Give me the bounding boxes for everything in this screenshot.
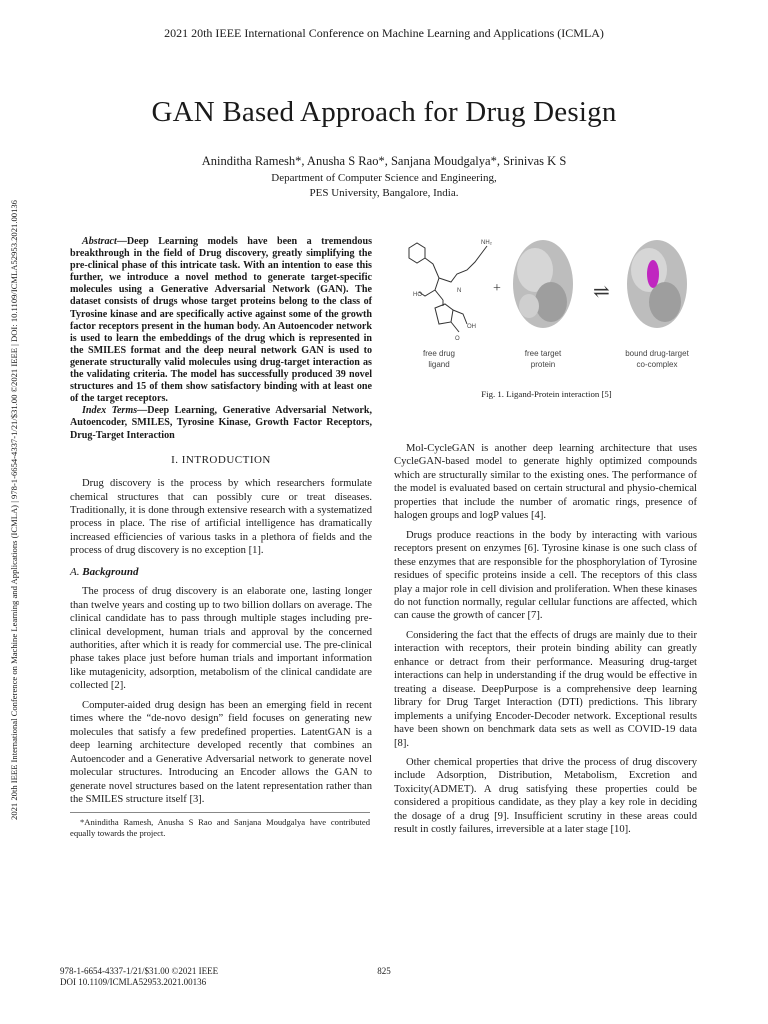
page-number: 825	[377, 966, 391, 976]
protein-label-1: free target	[524, 349, 562, 358]
affiliation-university: PES University, Bangalore, India.	[309, 187, 459, 199]
svg-text:N: N	[457, 288, 462, 294]
abstract-label: Abstract	[82, 236, 117, 247]
tyrosine-kinase-paragraph: Drugs produce reactions in the body by interacting with various receptors present on enzymes [6]. Tyrosine kinase is one such class of these enzymes that are responsible for the phosphorylation of Tyrosine residues of specific proteins inside a cell. The receptors of this class play a major role in cell division and proliferation. When these kinases do not function normally, regular cellular functions are affected, which can cause the growth of cancer [7].	[394, 529, 697, 622]
abstract-text: —Deep Learning models have been a tremendous breakthrough in the field of Drug discovery, greatly simplifying the pre-clinical phase of this intricate task. With an intention to ease this further, we introduce a novel method to generate target-specific molecules using a Generative Adversarial Network (GAN). The dataset consists of drugs whose target proteins belong to the class of Tyrosine kinase and are specifically active against some of the growth factor receptors present in the human body. An Autoencoder network is used to learn the embeddings of the drug which is represented in the SMILES format and the deep neural network GAN is used to generate structurally valid molecules using drug-target interaction as the validating criteria. The model has successfully produced 39 novel structures and 15 of them show satisfactory binding with at least one of the target receptors.	[70, 236, 372, 405]
figure-caption: Fig. 1. Ligand-Protein interaction [5]	[481, 389, 612, 399]
subsection-title: Background	[82, 565, 139, 578]
figure-ligand-protein	[395, 228, 698, 388]
drug-label-1: free drug	[422, 349, 456, 358]
paper-title: GAN Based Approach for Drug Design	[151, 96, 617, 128]
ligand-structure	[409, 243, 487, 332]
complex-structure	[627, 240, 687, 328]
background-paragraph-2: Computer-aided drug design has been an emerging field in recent times where the “de-novo design” field focuses on generating new molecules that satisfy a few predefined properties. LatentGAN is a deep learning architecture developed recently that combines an Autoencoder and a Generative Adversarial network to generate novel molecular structures. Introducing an Encoder allows the GAN to generate novel structures based on the latent representation rather than the SMILES structure itself [3].	[70, 699, 372, 806]
complex-label-1: bound drug-target	[625, 349, 689, 358]
affiliation-department: Department of Computer Science and Engineering,	[271, 172, 497, 184]
protein-label-2: protein	[530, 360, 556, 369]
admet-paragraph: Other chemical properties that drive the process of drug discovery include Adsorption, Distribution, Metabolism, Excretion and Toxicity(ADMET). A drug satisfying these properties could be considered a propitious candidate, as they play a key role in deciding the dosage of a drug [9]. Insufficient scrutiny in these areas could result in costly failures, irreversible at a later stage [10].	[394, 756, 697, 836]
dti-paragraph: Considering the fact that the effects of drugs are mainly due to their interaction with receptors, their protein binding ability can greatly enhance or detract from their performance. Measuring drug-target interactions can help in understanding if the drug would be effective in treating a disease. DeepPurpose is a comprehensive deep learning library for Drug Target Interaction (DTI) predictions. This library implements a unifying Encoder-Decoder network. Exceptional results have been shown on benchmark data sets as well as COVID-19 data [8].	[394, 629, 697, 749]
svg-text:OH: OH	[467, 324, 476, 330]
complex-label-2: co-complex	[636, 360, 678, 369]
index-terms-text: —Deep Learning, Generative Adversarial Network, Autoencoder, SMILES, Tyrosine Kinase, Growth Factor Receptors, Drug-Target Interaction	[70, 405, 372, 441]
figure-illustration	[395, 228, 698, 388]
side-margin-text: 2021 20th IEEE International Conference on Machine Learning and Applications (ICMLA) | 978-1-6654-4337-1/21/$31.00 ©2021 IEEE | DOI: 10.1109/ICMLA52953.2021.00136	[9, 200, 19, 820]
svg-text:HO: HO	[413, 292, 422, 298]
molcyclegan-paragraph: Mol-CycleGAN is another deep learning architecture that uses CycleGAN-based model to generate highly optimized compounds which are structurally similar to the existing ones. The performance of the model is evaluated based on certain structural and physio-chemical properties that include the number of aromatic rings, presence of halogen groups and logP values [4].	[394, 443, 697, 522]
plus-sign: +	[493, 281, 501, 296]
subsection-letter: A.	[70, 565, 80, 578]
intro-paragraph: Drug discovery is the process by which researchers formulate chemical structures that can possibly cure or treat diseases. Traditionally, it is done through extensive research with a systematized process in place. The rise of artificial intelligence has dramatically increased efficiencies of various tasks in a plethora of fields and the process of drug discovery is no exception [1].	[70, 478, 372, 557]
svg-text:O: O	[455, 336, 460, 342]
author-footnote: *Aninditha Ramesh, Anusha S Rao and Sanjana Moudgalya have contributed equally towards the project.	[70, 812, 370, 839]
left-column	[70, 236, 372, 839]
conference-header: 2021 20th IEEE International Conference on Machine Learning and Applications (ICMLA)	[164, 26, 604, 40]
index-terms	[70, 405, 372, 441]
side-margin-citation	[2, 130, 26, 890]
affiliation	[0, 171, 768, 201]
protein-structure	[513, 240, 573, 328]
svg-text:NH₂: NH₂	[481, 240, 492, 246]
subsection-heading-background	[70, 566, 372, 579]
abstract-paragraph	[70, 236, 372, 405]
equilibrium-arrows: ⇌	[593, 281, 610, 303]
footer-isbn: 978-1-6654-4337-1/21/$31.00 ©2021 IEEE	[60, 966, 219, 976]
section-heading-introduction: I. INTRODUCTION	[171, 453, 271, 466]
footer-doi: DOI 10.1109/ICMLA52953.2021.00136	[60, 977, 207, 987]
drug-label-2: ligand	[428, 360, 450, 369]
index-terms-label: Index Terms	[82, 405, 138, 417]
bound-ligand	[647, 260, 659, 288]
right-column	[394, 442, 697, 843]
abstract	[70, 236, 372, 442]
author-list: Aninditha Ramesh*, Anusha S Rao*, Sanjana Moudgalya*, Srinivas K S	[201, 154, 567, 168]
background-paragraph-1: The process of drug discovery is an elaborate one, lasting longer than twelve years and costing up to two billion dollars on average. The clinical candidate has to pass through multiple stages including pre-clinical development, human trials and approval by the concerned authorities, after which it is ready for commercial use. The pre-clinical phase takes place just before human trials and important information like mutagenicity, adsorption, metabolism of the clinical candidate are collected [2].	[70, 586, 372, 692]
